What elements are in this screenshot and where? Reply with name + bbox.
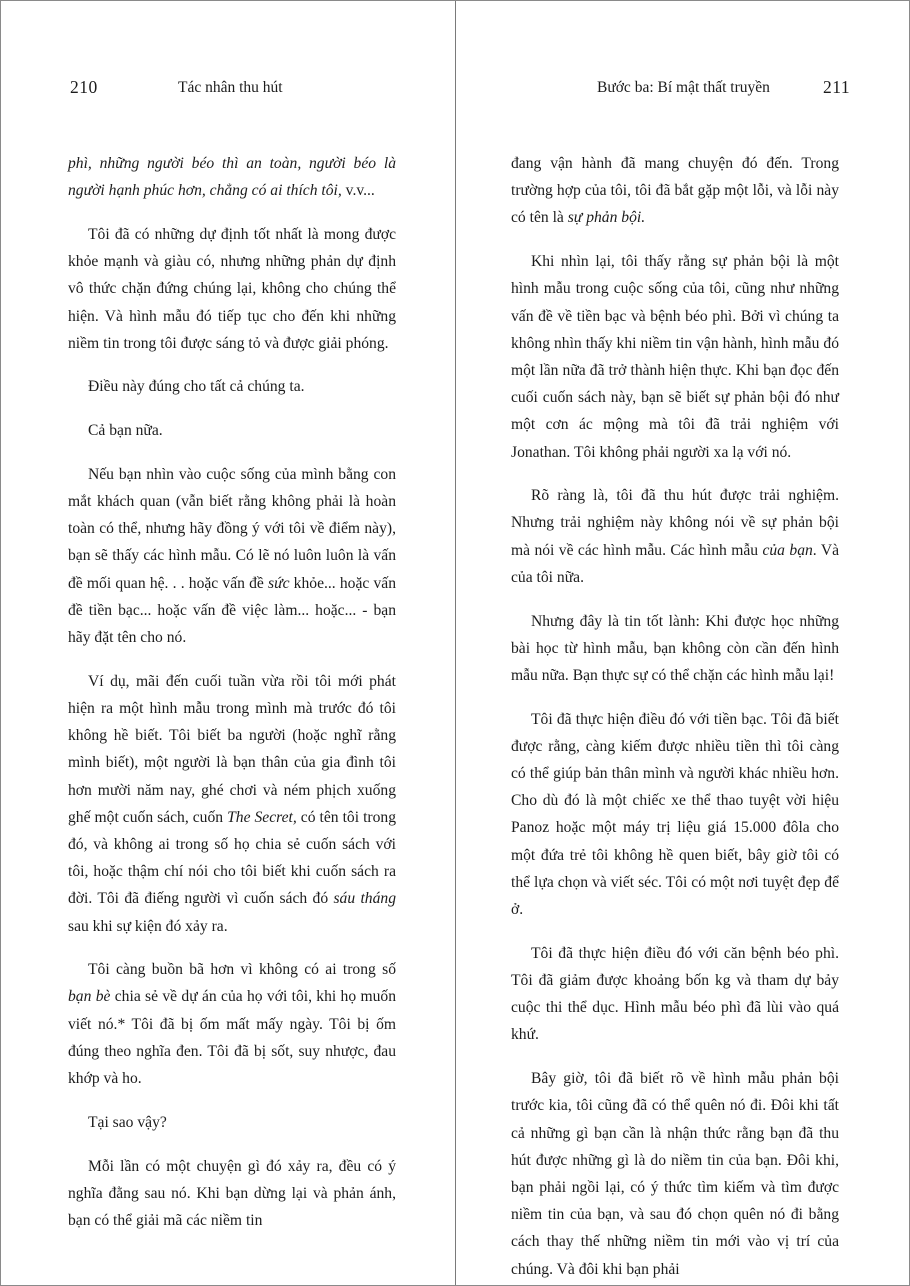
right-page-header <box>456 77 910 101</box>
paragraph <box>68 417 396 444</box>
paragraph <box>511 482 839 591</box>
italic-text-run: của bạn <box>762 541 813 559</box>
text-run: Mỗi lần có một chuyện gì đó xảy ra, đều có ý nghĩa đằng sau nó. Khi bạn dừng lại và phản ánh, bạn có thể giải mã các niềm tin <box>68 1157 396 1229</box>
paragraph <box>68 668 396 940</box>
text-run: Nếu bạn nhìn vào cuộc sống của mình bằng con mắt khách quan (vẫn biết rằng không phải là hoàn toàn có thể, nhưng hãy đồng ý với tôi về điểm này), bạn sẽ thấy các hình mẫu. Có lẽ nó luôn luôn là vấn đề mối quan hệ. . . hoặc vấn đề <box>68 465 396 592</box>
text-run: Rõ ràng là, tôi đã thu hút được trải nghiệm. Nhưng trải nghiệm này không nói về sự phản bội mà nói về các hình mẫu. Các hình mẫu <box>511 487 839 559</box>
right-page-number: 211 <box>823 77 851 97</box>
text-run: khỏe... hoặc vấn đề tiền bạc... hoặc vấn đề việc làm... hoặc... - bạn hãy đặt tên cho nó. <box>68 574 396 647</box>
paragraph <box>68 461 396 651</box>
text-run: Tôi đã có những dự định tốt nhất là mong được khỏe mạnh và giàu có, nhưng những phản dự định vô thức chặn đứng chúng lại, không cho chúng thể hiện. Và hình mẫu đó tiếp tục cho đến khi những niềm tin trong tôi được sáng tỏ và được giải phóng. <box>68 225 396 352</box>
paragraph <box>68 956 396 1092</box>
right-page <box>456 1 910 1285</box>
text-run: Tại sao vậy? <box>88 1113 167 1131</box>
text-run: Tôi đã thực hiện điều đó với căn bệnh béo phì. Tôi đã giảm được khoảng bốn kg và tham dự bảy cuộc thi thể dục. Hình mẫu béo phì đã lùi vào quá khứ. <box>511 944 839 1044</box>
text-run: Ví dụ, mãi đến cuối tuần vừa rồi tôi mới phát hiện ra một hình mẫu trong mình mà trước đó tôi không hề biết. Tôi biết ba người (hoặc nghĩ rằng mình biết), một người là bạn thân của gia đình tôi hơn mười năm nay, ghé chơi và ném phịch xuống ghế một cuốn sách, cuốn <box>68 672 396 826</box>
text-run: Nhưng đây là tin tốt lành: Khi được học những bài học từ hình mẫu, bạn không còn cần đến hình mẫu nữa. Bạn thực sự có thể chặn các hình mẫu lại! <box>511 612 839 684</box>
left-running-title: Tác nhân thu hút <box>178 79 283 96</box>
paragraph <box>68 1109 396 1136</box>
text-run: Tôi đã thực hiện điều đó với tiền bạc. Tôi đã biết được rằng, càng kiếm được nhiều tiền thì tôi càng có thể giúp bản thân mình và người khác nhiều hơn. Cho dù đó là một chiếc xe thể thao tuyệt vời hiệu Panoz hoặc một máy trị liệu giá 15.000 đôla cho một đứa trẻ tôi không hề quen biết, bây giờ tôi có thể lựa chọn và viết séc. Tôi có một nơi tuyệt đẹp để ở. <box>511 710 839 919</box>
text-run: v.v... <box>341 182 375 200</box>
left-page-number: 210 <box>70 77 98 97</box>
text-run: Khi nhìn lại, tôi thấy rằng sự phản bội là một hình mẫu trong cuộc sống của tôi, cũng như những vấn đề về tiền bạc và bệnh béo phì. Bởi vì chúng ta không nhìn thấy khi niềm tin vận hành, hình mẫu đó một lần nữa đã trở thành hiện thực. Khi bạn đọc đến cuối cuốn sách này, bạn sẽ biết sự phản bội đó như một cơn ác mộng mà tôi đã trải nghiệm với Jonathan. Tôi không phải người xa lạ với nó. <box>511 253 839 461</box>
text-run: . Và của tôi nữa. <box>511 541 840 586</box>
left-body-text <box>68 150 396 1251</box>
text-run: Điều này đúng cho tất cả chúng ta. <box>88 378 305 396</box>
left-page-header <box>1 77 455 101</box>
text-run: sau khi sự kiện đó xảy ra. <box>68 917 228 935</box>
text-run: Bây giờ, tôi đã biết rõ về hình mẫu phản bội trước kia, tôi cũng đã có thể quên nó đi. Đôi khi tất cả những gì bạn cần là nhận thức rằng bạn đã thu hút được những gì là do niềm tin của bạn. Đôi khi, bạn phải ngồi lại, có ý thức tìm kiếm và tìm được niềm tin của bạn, và sau đó chọn quên nó đi bằng cách thay thế những niềm tin mới vào vị trí của chúng. Và đôi khi bạn phải <box>511 1070 839 1278</box>
text-run: chia sẻ về dự án của họ với tôi, khi họ muốn viết nó.* Tôi đã bị ốm mất mấy ngày. Tôi bị ốm đúng theo nghĩa đen. Tôi đã bị sốt, suy nhược, đau khớp và ho. <box>68 988 396 1088</box>
italic-text-run: sáu tháng <box>333 890 396 908</box>
paragraph <box>68 1153 396 1235</box>
paragraph <box>68 150 396 204</box>
italic-text-run: sự phản bội. <box>567 209 646 227</box>
left-page <box>1 1 456 1285</box>
paragraph <box>511 1065 839 1283</box>
italic-text-run: The Secret, <box>227 808 297 826</box>
text-run: Tôi càng buồn bã hơn vì không có ai trong số <box>88 961 396 979</box>
paragraph <box>511 706 839 924</box>
right-body-text <box>511 150 839 1285</box>
text-run: Cả bạn nữa. <box>88 422 163 440</box>
text-run: đang vận hành đã mang chuyện đó đến. Trong trường hợp của tôi, tôi đã bắt gặp một lỗi, và lỗi này có tên là <box>511 155 839 227</box>
italic-text-run: sức <box>268 574 290 592</box>
paragraph <box>511 150 839 232</box>
italic-text-run: phì, những người béo thì an toàn, người béo là người hạnh phúc hơn, chẳng có ai thích tôi, <box>68 155 396 200</box>
text-run: có tên tôi trong đó, và không ai trong số họ chia sẻ cuốn sách với tôi, hoặc thậm chí nói cho tôi biết khi cuốn sách ra đời. Tôi đã điếng người vì cuốn sách đó <box>68 808 396 908</box>
italic-text-run: bạn bè <box>68 988 111 1006</box>
paragraph <box>511 248 839 466</box>
right-running-title: Bước ba: Bí mật thất truyền <box>597 79 770 96</box>
paragraph <box>511 608 839 690</box>
paragraph <box>68 221 396 357</box>
paragraph <box>68 373 396 400</box>
paragraph <box>511 940 839 1049</box>
